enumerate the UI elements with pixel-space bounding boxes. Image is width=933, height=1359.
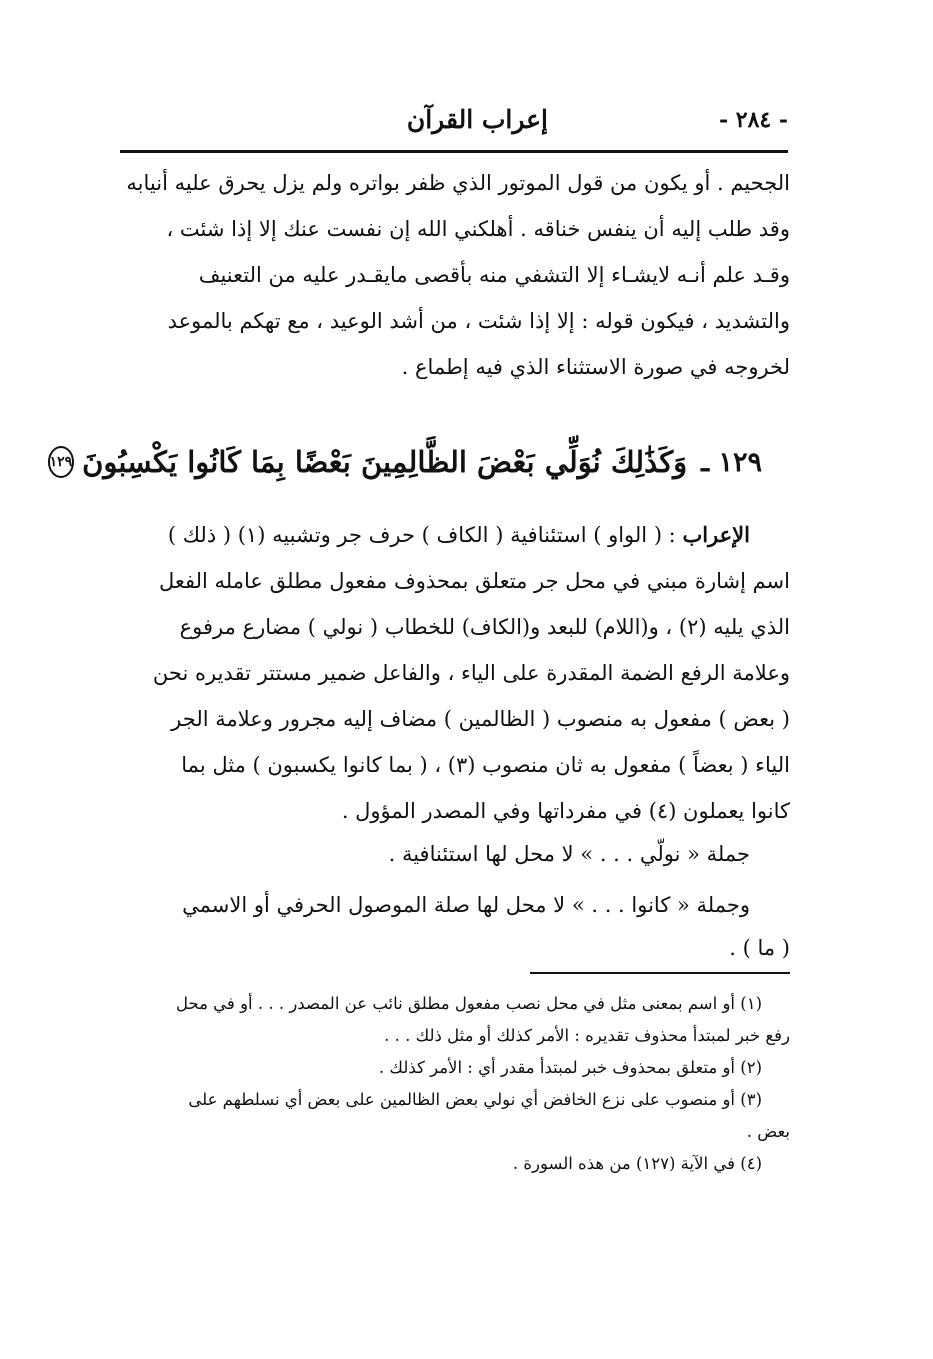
verse-number: ١٢٩ ـ (701, 446, 762, 478)
intro-line: وقد طلب إليه أن ينفس خناقه . أهلكني الله إن نفست عنك إلا إذا شئت ، (166, 217, 790, 241)
sentence-two-line: ( ما ) . (729, 936, 790, 960)
irab-line: وعلامة الرفع الضمة المقدرة على الياء ، والفاعل ضمير مستتر تقديره نحن (152, 661, 790, 685)
book-title: إعراب القرآن (406, 105, 548, 134)
intro-paragraph (118, 160, 790, 390)
irab-line: اسم إشارة مبني في محل جر متعلق بمحذوف مفعول مطلق عامله الفعل (158, 569, 790, 593)
verse-text: وَكَذَٰلِكَ نُوَلِّي بَعْضَ الظَّالِمِينَ بَعْضًا بِمَا كَانُوا يَكْسِبُونَ (82, 445, 688, 479)
irab-line: ( بعض ) مفعول به منصوب ( الظالمين ) مضاف إليه مجرور وعلامة الجر (171, 707, 790, 731)
footnote-rule (530, 972, 790, 974)
irab-line: : ( الواو ) استئنافية ( الكاف ) حرف جر وتشبيه (١) ( ذلك ) (167, 523, 676, 547)
irab-line: كانوا يعملون (٤) في مفرداتها وفي المصدر المؤول . (341, 799, 790, 823)
intro-line: والتشديد ، فيكون قوله : إلا إذا شئت ، من أشد الوعيد ، مع تهكم بالموعد (167, 309, 790, 333)
footnote-line: بعض . (746, 1122, 790, 1141)
sentence-one: جملة « نولّي . . . » لا محل لها استئنافية . (388, 842, 750, 866)
verse-end-marker: ١٢٩ (48, 446, 75, 478)
intro-line: الجحيم . أو يكون من قول الموتور الذي ظفر بواتره ولم يزل يحرق عليه أنيابه (126, 171, 790, 195)
footnote-line: (٣) أو منصوب على نزع الخافض أي نولي بعض الظالمين على بعض أي نسلطهم على (188, 1090, 762, 1109)
intro-line: لخروجه في صورة الاستثناء الذي فيه إطماع . (401, 355, 790, 379)
irab-line: الياء ( بعضاً ) مفعول به ثان منصوب (٣) ، ( بما كانوا يكسبون ) مثل بما (181, 753, 790, 777)
page-number: - ٢٨٤ - (718, 107, 788, 133)
header-rule (120, 150, 788, 153)
irab-label: الإعراب (682, 522, 750, 547)
irab-first-line (118, 512, 790, 558)
irab-section (118, 512, 790, 968)
quran-verse (49, 432, 762, 492)
footnote-line: (١) أو اسم بمعنى مثل في محل نصب مفعول مطلق نائب عن المصدر . . . أو في محل (175, 994, 762, 1013)
irab-line: الذي يليه (٢) ، و(اللام) للبعد و(الكاف) للخطاب ( نولي ) مضارع مرفوع (179, 615, 790, 639)
footnote-line: رفع خبر لمبتدأ محذوف تقديره : الأمر كذلك أو مثل ذلك . . . (384, 1026, 790, 1045)
sentence-two-line: وجملة « كانوا . . . » لا محل لها صلة الموصول الحرفي أو الاسمي (182, 893, 750, 917)
footnotes (126, 988, 790, 1180)
footnote-line: (٤) في الآية (١٢٧) من هذه السورة . (512, 1154, 762, 1173)
intro-line: وقـد علم أنـه لايشـاء إلا التشفي منه بأقصى مايقـدر عليه من التعنيف (198, 263, 790, 287)
page-header (118, 103, 788, 143)
footnote-line: (٢) أو متعلق بمحذوف خبر لمبتدأ مقدر أي : الأمر كذلك . (378, 1058, 762, 1077)
